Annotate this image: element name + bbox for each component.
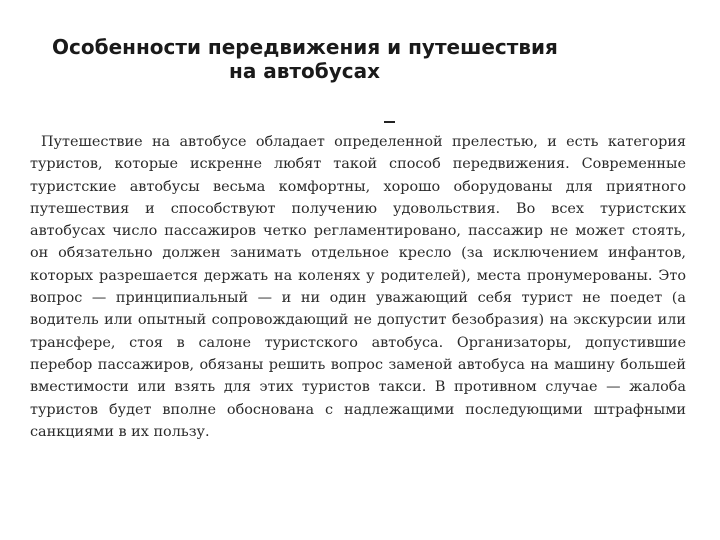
slide-title-line-2: на автобусах — [229, 59, 381, 83]
separator-mark — [384, 121, 395, 123]
slide-title-line-1: Особенности передвижения и путешествия — [52, 35, 558, 59]
body-paragraph: Путешествие на автобусе обладает определенной прелестью, и есть категория туристов, которые искренне любят такой способ передвижения. Современные туристские автобусы весьма комфортны, хорошо оборудованы для приятного путешествия и способствуют получению удовольствия. Во всех туристских автобусах число пассажиров четко регламентировано, пассажир не может стоять, он обязательно должен занимать отдельное кресло (за исключением инфантов, которых разрешается держать на коленях у родителей), места пронумерованы. Это вопрос — принципиальный — и ни один уважающий себя турист не поедет (а водитель или опытный сопровождающий не допустит безобразия) на экскурсии или трансфере, стоя в салоне туристского автобуса. Организаторы, допустившие перебор пассажиров, обязаны решить вопрос заменой автобуса на машину большей вместимости или взять для этих туристов такси. В противном случае — жалоба туристов будет вполне обоснована с надлежащими последующими штрафными санкциями в их пользу. — [30, 134, 686, 440]
